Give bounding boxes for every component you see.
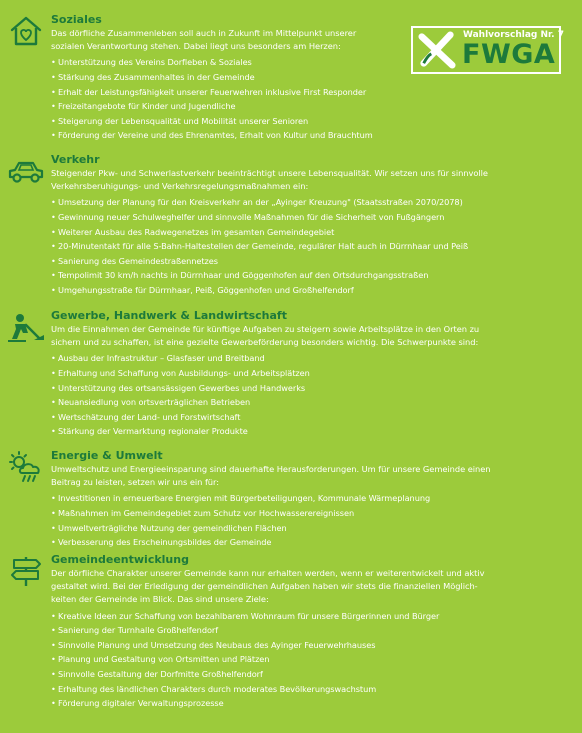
- list-item: • Tempolimit 30 km/h nachts in Dürrnhaar und Göggenhofen auf den Ortsdurchgangsstraßen: [51, 268, 576, 283]
- section-intro: Umweltschutz und Energieeinsparung sind dauerhafte Herausforderungen. Um für unsere Gemeinde einen Beitrag zu leisten, setzen wir uns ein für:: [51, 464, 491, 488]
- signpost-icon: [6, 555, 46, 587]
- bullet-list: [51, 55, 576, 143]
- list-item: • Umweltverträgliche Nutzung der gemeindlichen Flächen: [51, 521, 576, 536]
- logo-title: FWGA: [462, 39, 556, 70]
- list-item: • Sanierung der Turnhalle Großhelfendorf: [51, 623, 576, 638]
- list-item: • Stärkung des Zusammenhaltes in der Gemeinde: [51, 70, 576, 85]
- logo-subtitle: Wahlvorschlag Nr. 7: [463, 30, 564, 40]
- list-item: • 20-Minutentakt für alle S-Bahn-Haltestellen der Gemeinde, regulärer Halt auch in Dürrnhaar und Peiß: [51, 239, 576, 254]
- section-title: Gemeindeentwicklung: [51, 553, 189, 566]
- list-item: • Sinnvolle Planung und Umsetzung des Neubaus des Ayinger Feuerwehrhauses: [51, 638, 576, 653]
- list-item: • Wertschätzung der Land- und Forstwirtschaft: [51, 410, 576, 425]
- bullet-list: [51, 195, 576, 297]
- construction-worker-icon: [6, 311, 46, 343]
- list-item: • Investitionen in erneuerbare Energien mit Bürgerbeteiligungen, Kommunale Wärmeplanung: [51, 491, 576, 506]
- section-title: Soziales: [51, 13, 102, 26]
- list-item: • Unterstützung des Vereins Dorfleben & Soziales: [51, 55, 576, 70]
- section-intro: Das dörfliche Zusammenleben soll auch in Zukunft im Mittelpunkt unserer sozialen Verantwortung stehen. Dabei liegt uns besonders am Herzen:: [51, 28, 357, 52]
- list-item: • Erhaltung des ländlichen Charakters durch moderates Bevölkerungswachstum: [51, 682, 576, 697]
- list-item: • Umgehungsstraße für Dürrnhaar, Peiß, Göggenhofen und Großhelfendorf: [51, 283, 576, 298]
- list-item: • Ausbau der Infrastruktur – Glasfaser und Breitband: [51, 351, 576, 366]
- section-intro: Der dörfliche Charakter unserer Gemeinde kann nur erhalten werden, wenn er weiterentwickelt und aktiv gestaltet wird. Bei der Erledigung der gemeindlichen Aufgaben haben wir stets die finanziellen Möglich- keiten der Gemeinde im Blick. Das sind unsere Ziele:: [51, 568, 485, 605]
- list-item: • Sanierung des Gemeindestraßennetzes: [51, 254, 576, 269]
- section-title: Verkehr: [51, 153, 100, 166]
- sun-cloud-rain-icon: [6, 451, 46, 483]
- list-item: • Gewinnung neuer Schulweghelfer und sinnvolle Maßnahmen für die Sicherheit von Fußgängern: [51, 210, 576, 225]
- list-item: • Sinnvolle Gestaltung der Dorfmitte Großhelfendorf: [51, 667, 576, 682]
- list-item: • Planung und Gestaltung von Ortsmitten und Plätzen: [51, 652, 576, 667]
- list-item: • Maßnahmen im Gemeindegebiet zum Schutz vor Hochwasserereignissen: [51, 506, 576, 521]
- list-item: • Steigerung der Lebensqualität und Mobilität unserer Senioren: [51, 114, 576, 129]
- list-item: • Neuansiedlung von ortsverträglichen Betrieben: [51, 395, 576, 410]
- list-item: • Umsetzung der Planung für den Kreisverkehr an der „Ayinger Kreuzung" (Staatsstraßen 2070/2078): [51, 195, 576, 210]
- section-intro: Steigender Pkw- und Schwerlastverkehr beeinträchtigt unsere Lebensqualität. Wir setzen uns für sinnvolle Verkehrsberuhigungs- und Verkehrsregelungsmaßnahmen ein:: [51, 168, 488, 192]
- list-item: • Unterstützung des ortsansässigen Gewerbes und Handwerks: [51, 381, 576, 396]
- house-heart-icon: [6, 15, 46, 47]
- list-item: • Weiterer Ausbau des Radwegenetzes im gesamten Gemeindegebiet: [51, 225, 576, 240]
- list-item: • Förderung digitaler Verwaltungsprozesse: [51, 696, 576, 711]
- car-icon: [6, 155, 46, 187]
- bullet-list: [51, 491, 576, 549]
- bullet-list: [51, 609, 576, 711]
- bullet-list: [51, 351, 576, 439]
- list-item: • Förderung der Vereine und des Ehrenamtes, Erhalt von Kultur und Brauchtum: [51, 128, 576, 143]
- section-title: Gewerbe, Handwerk & Landwirtschaft: [51, 309, 287, 322]
- list-item: • Freizeitangebote für Kinder und Jugendliche: [51, 99, 576, 114]
- list-item: • Verbesserung des Erscheinungsbildes der Gemeinde: [51, 535, 576, 550]
- list-item: • Kreative Ideen zur Schaffung von bezahlbarem Wohnraum für unsere Bürgerinnen und Bürger: [51, 609, 576, 624]
- list-item: • Erhalt der Leistungsfähigkeit unserer Feuerwehren inklusive First Responder: [51, 85, 576, 100]
- section-intro: Um die Einnahmen der Gemeinde für künftige Aufgaben zu steigern sowie Arbeitsplätze in den Orten zu sichern und zu schaffen, ist eine gezielte Gewerbeförderung besonders wichtig. Die Schwerpunkte sind:: [51, 324, 480, 348]
- section-title: Energie & Umwelt: [51, 449, 163, 462]
- list-item: • Stärkung der Vermarktung regionaler Produkte: [51, 424, 576, 439]
- list-item: • Erhaltung und Schaffung von Ausbildungs- und Arbeitsplätzen: [51, 366, 576, 381]
